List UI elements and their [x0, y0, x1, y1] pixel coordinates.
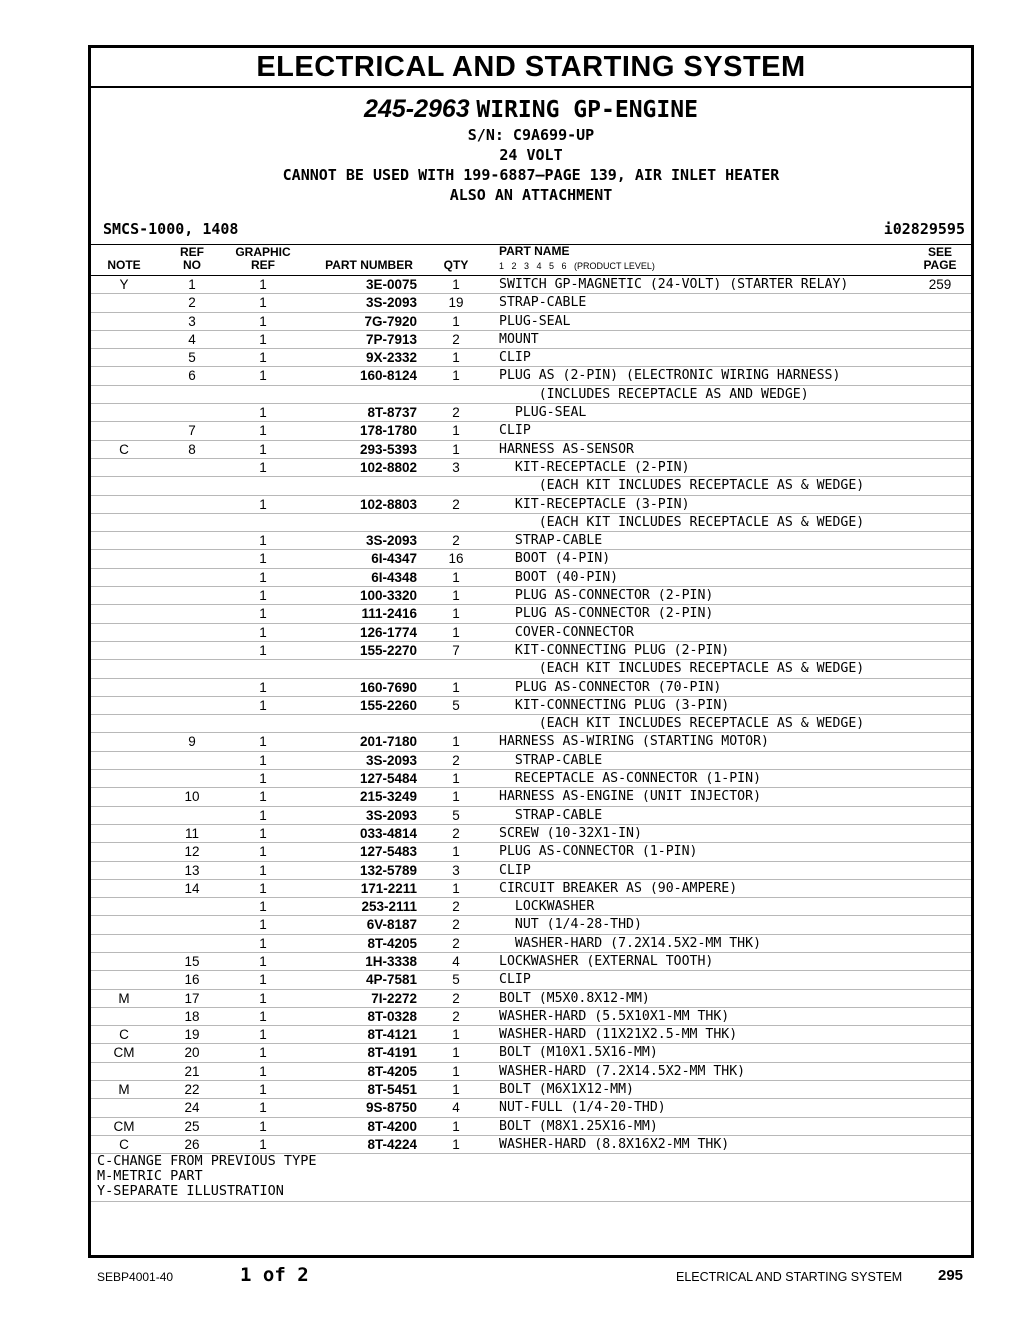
ref-no-cell: 18: [184, 1008, 200, 1024]
part-name-cell: STRAP-CABLE: [499, 752, 603, 768]
part-number-cell: 253-2111: [361, 899, 417, 915]
part-name-cell: HARNESS AS-WIRING (STARTING MOTOR): [499, 734, 769, 750]
qty-cell: 1: [452, 880, 460, 896]
table-row: [91, 1063, 971, 1081]
col-ref-no-1: REF: [180, 245, 204, 259]
graphic-ref-cell: 1: [259, 752, 267, 768]
table-row: [91, 880, 971, 898]
graphic-ref-cell: 1: [259, 1027, 267, 1043]
part-number-cell: 7G-7920: [364, 313, 417, 329]
see-page-cell: 259: [928, 277, 952, 292]
usage-note-1: CANNOT BE USED WITH 199-6887—PAGE 139, AIR INLET HEATER: [282, 166, 780, 184]
part-number-cell: 160-7690: [359, 679, 417, 695]
table-row: [91, 441, 971, 459]
table-row: [91, 624, 971, 642]
qty-cell: 1: [452, 844, 460, 860]
part-number-cell: 4P-7581: [365, 972, 417, 988]
qty-cell: 1: [452, 1136, 460, 1152]
part-name-cell: PLUG AS-CONNECTOR (1-PIN): [499, 844, 698, 860]
table-row: [91, 532, 971, 550]
part-name-cell: KIT-RECEPTACLE (3-PIN): [499, 496, 690, 512]
graphic-ref-cell: 1: [259, 405, 267, 421]
qty-cell: 2: [452, 917, 460, 933]
qty-cell: 1: [452, 1118, 460, 1134]
table-row: [91, 825, 971, 843]
part-number-cell: 127-5483: [359, 844, 417, 860]
part-number-cell: 8T-0328: [367, 1008, 417, 1024]
graphic-ref-cell: 1: [259, 990, 267, 1006]
ref-no-cell: 8: [188, 441, 196, 457]
part-number-cell: 3S-2093: [365, 533, 417, 549]
qty-cell: 4: [452, 953, 460, 969]
col-graphic-2: REF: [251, 258, 275, 272]
table-row: [91, 715, 971, 733]
col-part-number: PART NUMBER: [325, 258, 413, 272]
graphic-ref-cell: 1: [259, 1008, 267, 1024]
table-row: [91, 807, 971, 825]
ref-no-cell: 9: [188, 734, 196, 750]
part-name-cell: CLIP: [499, 972, 531, 988]
note-cell: C: [119, 1027, 129, 1043]
qty-cell: 2: [452, 899, 460, 915]
group-name: WIRING GP-ENGINE: [476, 97, 698, 123]
part-number-cell: 132-5789: [359, 862, 417, 878]
qty-cell: 2: [452, 752, 460, 768]
table-row: [91, 1099, 971, 1117]
graphic-ref-cell: 1: [259, 734, 267, 750]
table-row: [91, 1118, 971, 1136]
col-part-name: PART NAME: [499, 244, 570, 258]
qty-cell: 7: [452, 642, 460, 658]
table-row: [91, 916, 971, 934]
table-row: [91, 660, 971, 678]
footer-doc-number: SEBP4001-40: [97, 1270, 174, 1284]
part-number-cell: 3S-2093: [365, 295, 417, 311]
table-row: [91, 788, 971, 806]
qty-cell: 1: [452, 588, 460, 604]
footer-page-number: 295: [938, 1267, 964, 1284]
part-name-cell: (EACH KIT INCLUDES RECEPTACLE AS & WEDGE): [499, 514, 865, 530]
part-number-cell: 126-1774: [359, 624, 417, 640]
note-cell: M: [118, 1082, 130, 1098]
qty-cell: 1: [452, 350, 460, 366]
part-name-cell: KIT-RECEPTACLE (2-PIN): [499, 459, 690, 475]
graphic-ref-cell: 1: [259, 771, 267, 787]
part-number-cell: 178-1780: [359, 423, 417, 439]
ref-no-cell: 5: [188, 350, 196, 366]
part-name-cell: LOCKWASHER (EXTERNAL TOOTH): [499, 953, 714, 969]
part-name-cell: (INCLUDES RECEPTACLE AS AND WEDGE): [499, 386, 809, 402]
graphic-ref-cell: 1: [259, 331, 267, 347]
table-row: [91, 313, 971, 331]
table-row: [91, 386, 971, 404]
ref-no-cell: 21: [184, 1063, 200, 1079]
part-name-cell: BOLT (M5X0.8X12-MM): [499, 990, 650, 1006]
qty-cell: 5: [452, 972, 460, 988]
part-name-cell: HARNESS AS-ENGINE (UNIT INJECTOR): [499, 789, 762, 805]
qty-cell: 1: [452, 368, 460, 384]
qty-cell: 1: [452, 606, 460, 622]
part-name-cell: CLIP: [499, 350, 531, 366]
graphic-ref-cell: 1: [259, 697, 267, 713]
table-row: [91, 953, 971, 971]
part-name-cell: MOUNT: [499, 331, 539, 347]
qty-cell: 1: [452, 423, 460, 439]
ref-no-cell: 7: [188, 423, 196, 439]
part-name-cell: NUT-FULL (1/4-20-THD): [499, 1100, 666, 1116]
part-number-cell: 155-2270: [359, 642, 417, 658]
part-number-cell: 6V-8187: [366, 917, 417, 933]
part-number-cell: 293-5393: [359, 441, 417, 457]
graphic-ref-cell: 1: [259, 1082, 267, 1098]
part-name-cell: HARNESS AS-SENSOR: [499, 441, 634, 457]
graphic-ref-cell: 1: [259, 972, 267, 988]
table-row: [91, 1081, 971, 1099]
part-name-cell: WASHER-HARD (8.8X16X2-MM THK): [499, 1136, 730, 1152]
qty-cell: 1: [452, 313, 460, 329]
qty-cell: 1: [452, 1045, 460, 1061]
part-number-cell: 8T-4191: [367, 1045, 417, 1061]
section-title: ELECTRICAL AND STARTING SYSTEM: [91, 48, 971, 88]
part-name-cell: WASHER-HARD (7.2X14.5X2-MM THK): [499, 1063, 746, 1079]
graphic-ref-cell: 1: [259, 825, 267, 841]
part-number-cell: 8T-4224: [367, 1136, 417, 1152]
qty-cell: 2: [452, 1008, 460, 1024]
part-name-cell: NUT (1/4-28-THD): [499, 917, 642, 933]
graphic-ref-cell: 1: [259, 496, 267, 512]
part-number-cell: 102-8802: [359, 459, 417, 475]
table-row: [91, 367, 971, 385]
part-name-cell: CIRCUIT BREAKER AS (90-AMPERE): [499, 880, 738, 896]
part-number-cell: 6I-4347: [371, 551, 417, 567]
part-number-cell: 033-4814: [359, 825, 417, 841]
part-name-cell: PLUG AS-CONNECTOR (70-PIN): [499, 679, 722, 695]
ref-no-cell: 22: [184, 1082, 200, 1098]
part-name-cell: PLUG-SEAL: [499, 405, 587, 421]
graphic-ref-cell: 1: [259, 1063, 267, 1079]
part-number-cell: 9X-2332: [365, 350, 417, 366]
note-cell: C: [119, 441, 129, 457]
qty-cell: 1: [452, 277, 460, 292]
note-change: C-CHANGE FROM PREVIOUS TYPE: [97, 1153, 317, 1170]
part-number-cell: 160-8124: [359, 368, 417, 384]
table-row: [91, 752, 971, 770]
part-number-cell: 127-5484: [359, 771, 417, 787]
table-row: [91, 276, 971, 294]
part-name-cell: BOLT (M10X1.5X16-MM): [499, 1045, 658, 1061]
qty-cell: 1: [452, 624, 460, 640]
part-name-cell: SCREW (10-32X1-IN): [499, 825, 642, 841]
part-number-cell: 3E-0075: [365, 277, 417, 292]
part-number-cell: 8T-4205: [367, 935, 417, 951]
col-graphic-1: GRAPHIC: [235, 245, 291, 259]
col-see-1: SEE: [927, 245, 952, 259]
ref-no-cell: 25: [184, 1118, 200, 1134]
ref-no-cell: 2: [188, 295, 196, 311]
graphic-ref-cell: 1: [259, 368, 267, 384]
table-row: [91, 550, 971, 568]
graphic-ref-cell: 1: [259, 1100, 267, 1116]
part-name-cell: BOLT (M8X1.25X16-MM): [499, 1118, 658, 1134]
ref-no-cell: 11: [184, 825, 199, 841]
table-row: [91, 294, 971, 312]
graphic-ref-cell: 1: [259, 899, 267, 915]
ref-no-cell: 10: [184, 789, 200, 805]
graphic-ref-cell: 1: [259, 423, 267, 439]
part-name-cell: SWITCH GP-MAGNETIC (24-VOLT) (STARTER RELAY): [499, 277, 849, 292]
table-row: [91, 1026, 971, 1044]
part-name-cell: PLUG AS-CONNECTOR (2-PIN): [499, 588, 714, 604]
qty-cell: 1: [452, 734, 460, 750]
graphic-ref-cell: 1: [259, 295, 267, 311]
table-row: [91, 770, 971, 788]
part-number-cell: 7I-2272: [371, 990, 417, 1006]
ref-no-cell: 6: [188, 368, 196, 384]
ref-no-cell: 12: [184, 844, 200, 860]
table-row: [91, 697, 971, 715]
qty-cell: 3: [452, 459, 460, 475]
graphic-ref-cell: 1: [259, 459, 267, 475]
group-header: [91, 94, 971, 245]
graphic-ref-cell: 1: [259, 441, 267, 457]
graphic-ref-cell: 1: [259, 569, 267, 585]
table-row: [91, 642, 971, 660]
part-name-cell: STRAP-CABLE: [499, 807, 603, 823]
graphic-ref-cell: 1: [259, 862, 267, 878]
qty-cell: 2: [452, 935, 460, 951]
ref-no-cell: 16: [184, 972, 200, 988]
note-cell: M: [118, 990, 130, 1006]
graphic-ref-cell: 1: [259, 588, 267, 604]
graphic-ref-cell: 1: [259, 277, 267, 292]
part-name-cell: WASHER-HARD (11X21X2.5-MM THK): [499, 1027, 738, 1043]
part-name-cell: (EACH KIT INCLUDES RECEPTACLE AS & WEDGE): [499, 478, 865, 494]
qty-cell: 1: [452, 1027, 460, 1043]
part-number-cell: 8T-8737: [367, 405, 417, 421]
footer-page-of: 1 of 2: [240, 1264, 309, 1286]
qty-cell: 19: [448, 295, 464, 311]
part-name-cell: STRAP-CABLE: [499, 533, 603, 549]
qty-cell: 2: [452, 496, 460, 512]
group-part-number: 245-2963: [364, 95, 470, 123]
table-row: [91, 990, 971, 1008]
part-name-cell: BOLT (M6X1X12-MM): [499, 1082, 634, 1098]
graphic-ref-cell: 1: [259, 953, 267, 969]
qty-cell: 1: [452, 1082, 460, 1098]
notes-legend: [91, 1154, 971, 1202]
ref-no-cell: 15: [184, 953, 200, 969]
qty-cell: 1: [452, 441, 460, 457]
part-name-cell: PLUG AS (2-PIN) (ELECTRONIC WIRING HARNESS): [499, 368, 841, 384]
qty-cell: 1: [452, 1063, 460, 1079]
qty-cell: 16: [448, 551, 464, 567]
part-number-cell: 100-3320: [359, 588, 417, 604]
table-row: [91, 569, 971, 587]
col-note: NOTE: [107, 258, 141, 272]
part-name-cell: PLUG AS-CONNECTOR (2-PIN): [499, 606, 714, 622]
part-name-cell: BOOT (40-PIN): [499, 569, 619, 585]
qty-cell: 1: [452, 679, 460, 695]
table-row: [91, 898, 971, 916]
illustration-id: i02829595: [883, 220, 965, 238]
qty-cell: 2: [452, 405, 460, 421]
parts-page-frame: [88, 45, 974, 1258]
graphic-ref-cell: 1: [259, 313, 267, 329]
part-number-cell: 1H-3338: [365, 953, 417, 969]
part-name-cell: RECEPTACLE AS-CONNECTOR (1-PIN): [499, 771, 762, 787]
page-footer: [0, 1262, 1020, 1292]
serial-range: S/N: C9A699-UP: [467, 126, 595, 144]
table-row: [91, 971, 971, 989]
table-row: [91, 862, 971, 880]
graphic-ref-cell: 1: [259, 606, 267, 622]
graphic-ref-cell: 1: [259, 350, 267, 366]
col-ref-no-2: NO: [183, 258, 201, 272]
part-number-cell: 171-2211: [360, 880, 417, 896]
part-number-cell: 111-2416: [361, 606, 417, 622]
note-separate: Y-SEPARATE ILLUSTRATION: [97, 1183, 284, 1200]
part-name-cell: STRAP-CABLE: [499, 295, 587, 311]
qty-cell: 5: [452, 807, 460, 823]
note-cell: Y: [119, 277, 129, 292]
graphic-ref-cell: 1: [259, 917, 267, 933]
table-row: [91, 477, 971, 495]
part-number-cell: 6I-4348: [371, 569, 417, 585]
voltage: 24 VOLT: [499, 146, 563, 164]
part-number-cell: 8T-4121: [367, 1027, 417, 1043]
footer-section: ELECTRICAL AND STARTING SYSTEM: [676, 1270, 903, 1284]
note-cell: CM: [113, 1118, 135, 1134]
table-row: [91, 1044, 971, 1062]
part-name-cell: WASHER-HARD (7.2X14.5X2-MM THK): [499, 935, 762, 951]
graphic-ref-cell: 1: [259, 1136, 267, 1152]
table-row: [91, 843, 971, 861]
part-number-cell: 155-2260: [359, 697, 417, 713]
part-name-cell: BOOT (4-PIN): [499, 551, 611, 567]
ref-no-cell: 26: [184, 1136, 200, 1152]
smcs-code: SMCS-1000, 1408: [103, 220, 239, 238]
part-number-cell: 3S-2093: [365, 807, 417, 823]
table-row: [91, 331, 971, 349]
part-number-cell: 8T-4200: [367, 1118, 417, 1134]
table-row: [91, 514, 971, 532]
note-cell: C: [119, 1136, 129, 1152]
part-number-cell: 215-3249: [359, 789, 417, 805]
table-row: [91, 404, 971, 422]
part-name-cell: WASHER-HARD (5.5X10X1-MM THK): [499, 1008, 730, 1024]
ref-no-cell: 1: [188, 277, 196, 292]
part-name-cell: (EACH KIT INCLUDES RECEPTACLE AS & WEDGE): [499, 716, 865, 732]
graphic-ref-cell: 1: [259, 844, 267, 860]
note-cell: CM: [113, 1045, 135, 1061]
parts-list: [91, 276, 971, 1154]
part-name-cell: PLUG-SEAL: [499, 313, 571, 329]
table-row: [91, 587, 971, 605]
ref-no-cell: 17: [184, 990, 200, 1006]
graphic-ref-cell: 1: [259, 935, 267, 951]
graphic-ref-cell: 1: [259, 642, 267, 658]
graphic-ref-cell: 1: [259, 1045, 267, 1061]
usage-note-2: ALSO AN ATTACHMENT: [449, 186, 613, 204]
table-row: [91, 935, 971, 953]
part-name-cell: (EACH KIT INCLUDES RECEPTACLE AS & WEDGE): [499, 661, 865, 677]
table-row: [91, 459, 971, 477]
part-name-cell: CLIP: [499, 862, 531, 878]
graphic-ref-cell: 1: [259, 624, 267, 640]
table-row: [91, 349, 971, 367]
part-number-cell: 3S-2093: [365, 752, 417, 768]
part-number-cell: 102-8803: [359, 496, 417, 512]
graphic-ref-cell: 1: [259, 679, 267, 695]
ref-no-cell: 3: [188, 313, 196, 329]
graphic-ref-cell: 1: [259, 880, 267, 896]
graphic-ref-cell: 1: [259, 533, 267, 549]
col-qty: QTY: [443, 258, 469, 272]
qty-cell: 5: [452, 697, 460, 713]
col-see-2: PAGE: [923, 258, 957, 272]
qty-cell: 1: [452, 569, 460, 585]
part-number-cell: 7P-7913: [365, 331, 417, 347]
group-title: [91, 94, 971, 125]
table-row: [91, 496, 971, 514]
part-number-cell: 9S-8750: [365, 1100, 417, 1116]
table-row: [91, 1008, 971, 1026]
ref-no-cell: 13: [184, 862, 200, 878]
graphic-ref-cell: 1: [259, 807, 267, 823]
part-name-cell: KIT-CONNECTING PLUG (2-PIN): [499, 642, 730, 658]
table-row: [91, 1136, 971, 1154]
ref-no-cell: 4: [188, 331, 196, 347]
part-number-cell: 8T-5451: [367, 1082, 417, 1098]
part-name-cell: KIT-CONNECTING PLUG (3-PIN): [499, 697, 730, 713]
qty-cell: 2: [452, 825, 460, 841]
qty-cell: 2: [452, 990, 460, 1006]
qty-cell: 1: [452, 789, 460, 805]
qty-cell: 2: [452, 533, 460, 549]
part-name-cell: COVER-CONNECTOR: [499, 624, 634, 640]
qty-cell: 4: [452, 1100, 460, 1116]
qty-cell: 2: [452, 331, 460, 347]
table-row: [91, 422, 971, 440]
graphic-ref-cell: 1: [259, 551, 267, 567]
table-row: [91, 679, 971, 697]
col-product-level: 1 2 3 4 5 6 (PRODUCT LEVEL): [499, 261, 655, 271]
table-row: [91, 605, 971, 623]
part-name-cell: CLIP: [499, 423, 531, 439]
ref-no-cell: 20: [184, 1045, 200, 1061]
table-row: [91, 733, 971, 751]
part-name-cell: LOCKWASHER: [499, 899, 595, 915]
qty-cell: 3: [452, 862, 460, 878]
qty-cell: 1: [452, 771, 460, 787]
note-metric: M-METRIC PART: [97, 1168, 203, 1185]
ref-no-cell: 14: [184, 880, 200, 896]
ref-no-cell: 19: [184, 1027, 200, 1043]
part-number-cell: 201-7180: [359, 734, 417, 750]
ref-no-cell: 24: [184, 1100, 200, 1116]
column-header: [91, 245, 971, 276]
part-number-cell: 8T-4205: [367, 1063, 417, 1079]
graphic-ref-cell: 1: [259, 1118, 267, 1134]
graphic-ref-cell: 1: [259, 789, 267, 805]
